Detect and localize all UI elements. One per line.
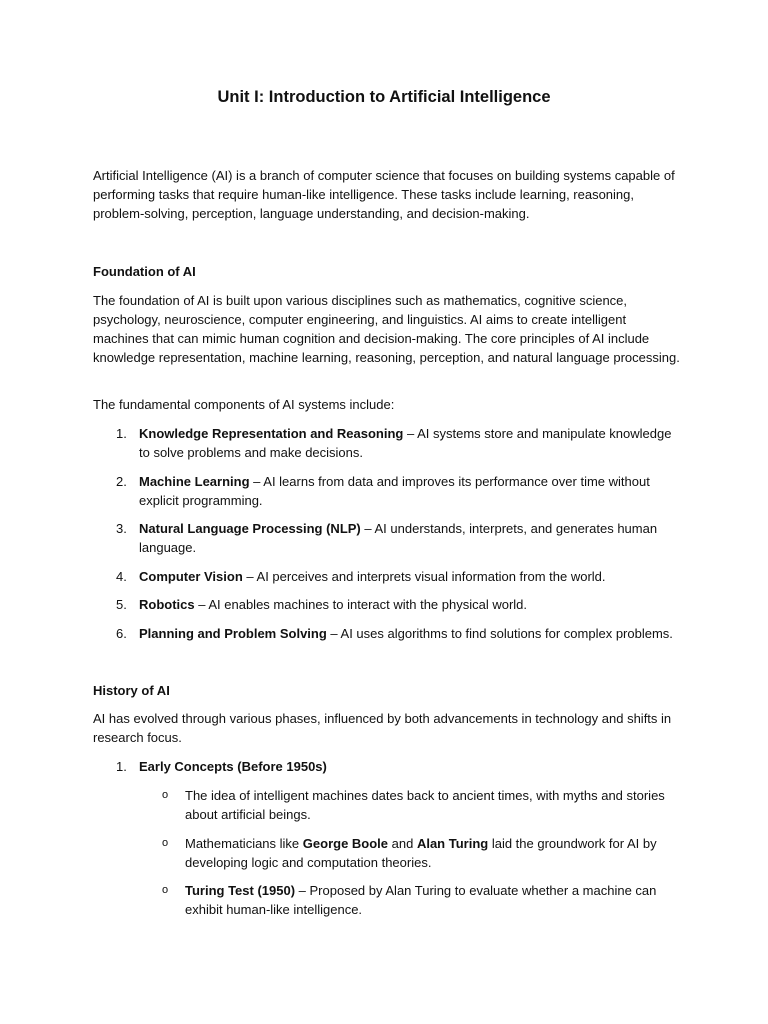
section-heading-history: History of AI [93, 683, 170, 698]
page-title: Unit I: Introduction to Artificial Intelligence [217, 88, 551, 106]
list-number: 3. [116, 521, 127, 536]
list-term: Machine Learning [139, 473, 250, 489]
list-item [93, 567, 683, 586]
list-term: Knowledge Representation and Reasoning [139, 426, 404, 441]
sub-item-term: Turing Test (1950) [185, 883, 296, 898]
history-paragraph: AI has evolved through various phases, influenced by both advancements in technology and shifts in research focus. [93, 711, 672, 745]
list-number: 6. [116, 625, 127, 641]
circle-bullet-icon: o [162, 789, 169, 801]
history-phases-list [93, 757, 683, 786]
circle-bullet-icon: o [162, 884, 169, 896]
intro-paragraph: Artificial Intelligence (AI) is a branch of computer science that focuses on building systems capable of performing tasks that require human-like intelligence. These tasks include learning, reasoning, problem-solving, perception, language understanding, and decision-making. [93, 168, 675, 221]
list-number: 5. [116, 597, 127, 612]
list-term: Natural Language Processing (NLP) [139, 521, 361, 536]
list-item [93, 472, 683, 510]
sub-item-text: and [388, 835, 417, 851]
list-item [93, 519, 683, 557]
list-desc: – AI enables machines to interact with the physical world. [194, 597, 528, 612]
person-name: George Boole [302, 835, 389, 851]
sub-list-item [93, 834, 683, 872]
list-desc: – AI understands, interprets, and generates human language. [139, 521, 658, 555]
sub-item-text: Mathematicians like [185, 835, 303, 851]
components-list [93, 424, 683, 652]
list-number: 4. [116, 568, 127, 584]
list-number: 2. [116, 473, 127, 489]
phase-label: Early Concepts (Before 1950s) [139, 759, 327, 774]
section-heading-foundation: Foundation of AI [93, 264, 196, 279]
list-number: 1. [116, 759, 127, 774]
list-desc: – AI uses algorithms to find solutions for complex problems. [326, 625, 673, 641]
list-item [93, 624, 683, 643]
foundation-paragraph: The foundation of AI is built upon various disciplines such as mathematics, cognitive science, psychology, neuroscience, computer engineering, and linguistics. AI aims to create intelligent machines that can mimic human cognition and decision-making. The core principles of AI include knowledge representation, machine learning, reasoning, perception, and natural language processing. [93, 293, 680, 365]
components-intro: The fundamental components of AI systems include: [93, 397, 395, 412]
sub-item-text: laid the groundwork for AI by developing logic and computation theories. [185, 835, 657, 870]
list-term: Planning and Problem Solving [139, 625, 327, 641]
list-item [93, 424, 683, 462]
phase-sub-list [93, 786, 683, 929]
list-number: 1. [116, 426, 127, 441]
list-desc: – AI systems store and manipulate knowledge to solve problems and make decisions. [139, 426, 672, 460]
list-desc: – AI perceives and interprets visual information from the world. [242, 568, 606, 584]
person-name: Alan Turing [416, 835, 489, 851]
list-term: Robotics [139, 597, 195, 612]
sub-item-text: – Proposed by Alan Turing to evaluate whether a machine can exhibit human-like intelligence. [185, 883, 657, 917]
circle-bullet-icon: o [162, 836, 169, 849]
sub-list-item [93, 786, 683, 824]
list-item [93, 595, 683, 614]
list-item [93, 757, 683, 776]
list-term: Computer Vision [139, 568, 243, 584]
sub-list-item [93, 881, 683, 919]
sub-item-text: The idea of intelligent machines dates back to ancient times, with myths and stories about artificial beings. [185, 788, 665, 822]
list-desc: – AI learns from data and improves its performance over time without explicit programming. [139, 473, 650, 508]
